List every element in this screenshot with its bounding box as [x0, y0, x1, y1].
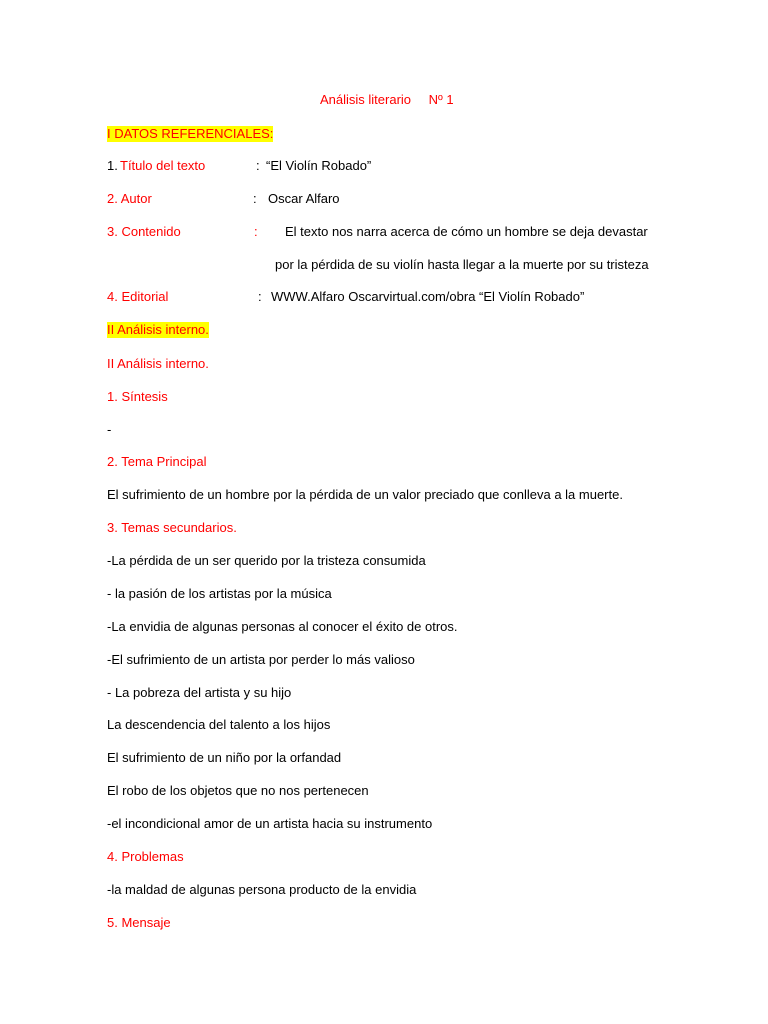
row-editorial-colon: :: [258, 289, 262, 304]
sintesis-body: -: [107, 422, 112, 437]
row-contenido: [0, 224, 768, 240]
section-heading-datos-referenciales: I DATOS REFERENCIALES:: [107, 126, 274, 141]
row-autor-value: Oscar Alfaro: [268, 191, 340, 206]
row-editorial-label: 4. Editorial: [107, 289, 169, 304]
row-editorial: [0, 289, 768, 305]
row-titulo-number: 1.: [107, 158, 118, 173]
row-contenido-colon: :: [254, 224, 258, 239]
row-titulo-value: “El Violín Robado”: [266, 158, 372, 173]
tema-principal-body: El sufrimiento de un hombre por la pérdida de un valor preciado que conlleva a la muerte.: [107, 487, 623, 502]
list-item: - La pobreza del artista y su hijo: [107, 685, 292, 700]
list-item: -La pérdida de un ser querido por la tristeza consumida: [107, 553, 426, 568]
list-item: - la pasión de los artistas por la música: [107, 586, 332, 601]
row-editorial-value: WWW.Alfaro Oscarvirtual.com/obra “El Violín Robado”: [271, 289, 585, 304]
heading-problemas: 4. Problemas: [107, 849, 184, 864]
row-titulo-colon: :: [256, 158, 260, 173]
list-item: -La envidia de algunas personas al conocer el éxito de otros.: [107, 619, 458, 634]
list-item: -El sufrimiento de un artista por perder lo más valioso: [107, 652, 415, 667]
list-item: El sufrimiento de un niño por la orfandad: [107, 750, 342, 765]
heading-mensaje: 5. Mensaje: [107, 915, 171, 930]
heading-sintesis: 1. Síntesis: [107, 389, 168, 404]
list-item: El robo de los objetos que no nos pertenecen: [107, 783, 369, 798]
row-contenido-value-line1: El texto nos narra acerca de cómo un hombre se deja devastar: [285, 224, 648, 239]
heading-temas-secundarios: 3. Temas secundarios.: [107, 520, 237, 535]
row-autor: [0, 191, 768, 207]
problemas-body: -la maldad de algunas persona producto de la envidia: [107, 882, 417, 897]
list-item: La descendencia del talento a los hijos: [107, 717, 331, 732]
page-title: [320, 92, 454, 108]
list-item: -el incondicional amor de un artista hacia su instrumento: [107, 816, 433, 831]
row-contenido-label: 3. Contenido: [107, 224, 181, 239]
row-autor-colon: :: [253, 191, 257, 206]
heading-tema-principal: 2. Tema Principal: [107, 454, 207, 469]
row-contenido-value-line2: por la pérdida de su violín hasta llegar a la muerte por su tristeza: [275, 257, 649, 272]
section-heading-analisis-interno: II Análisis interno.: [107, 356, 209, 371]
section-heading-analisis-interno-highlighted: II Análisis interno.: [107, 322, 209, 337]
page-title-number: Nº 1: [428, 92, 454, 107]
row-titulo-label: Título del texto: [120, 158, 206, 173]
row-titulo: [0, 158, 768, 174]
page-title-text: Análisis literario: [320, 92, 412, 107]
row-autor-label: 2. Autor: [107, 191, 152, 206]
